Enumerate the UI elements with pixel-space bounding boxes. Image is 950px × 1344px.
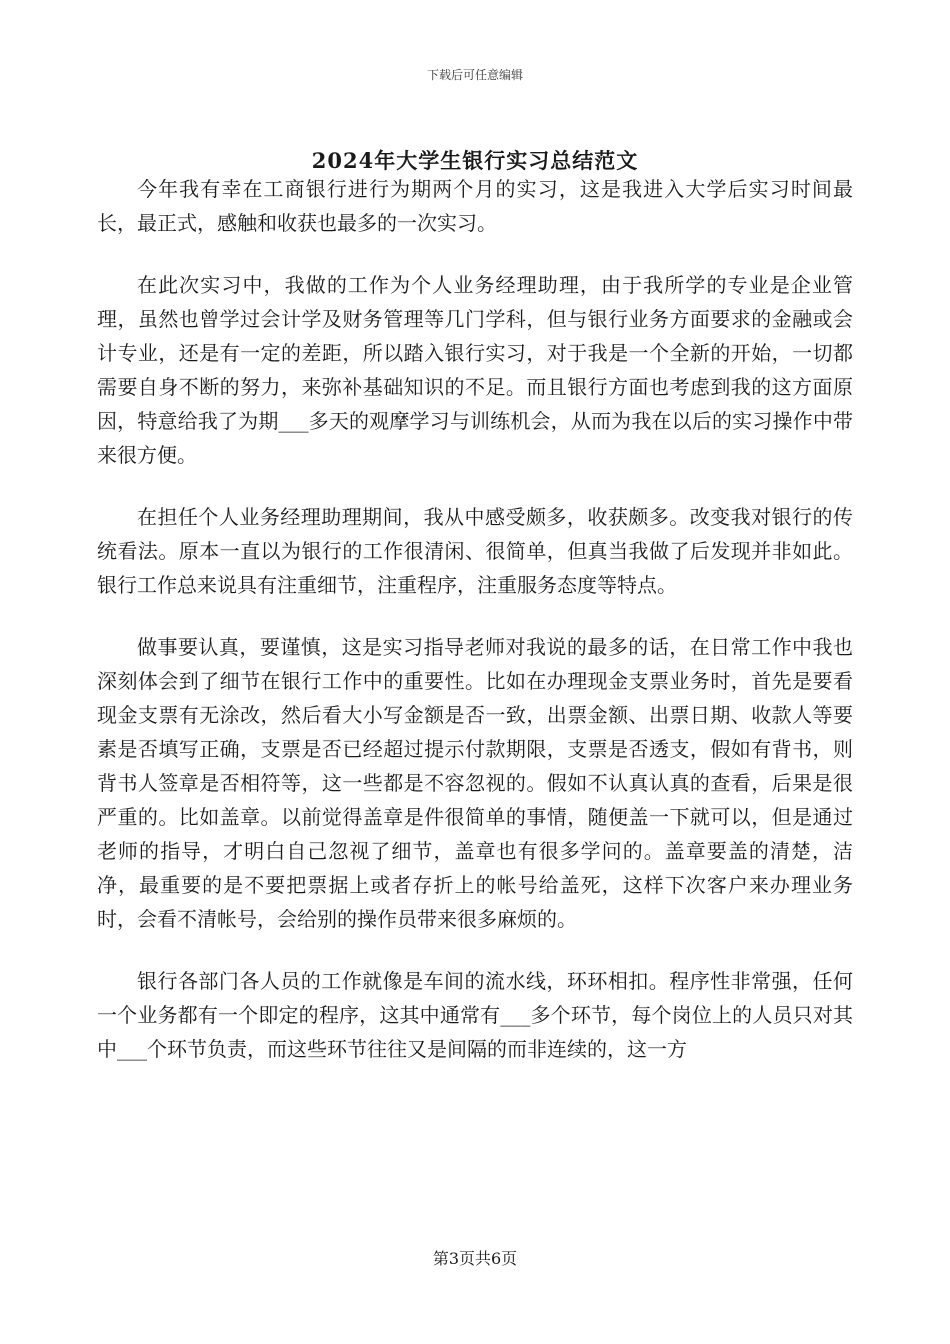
paragraph: 银行各部门各人员的工作就像是车间的流水线，环环相扣。程序性非常强，任何一个业务都有一个即定的程序，这其中通常有___多个环节，每个岗位上的人员只对其中___个环节负责，而这些环节往往又是间隔的而非连续的，这一方 bbox=[97, 969, 853, 1061]
header-note: 下载后可任意编辑 bbox=[426, 68, 523, 82]
document-title: 2024年大学生银行实习总结范文 bbox=[311, 148, 639, 173]
page-number: 第3页共6页 bbox=[432, 1249, 518, 1268]
document-body bbox=[97, 172, 853, 1066]
paragraph: 在此次实习中，我做的工作为个人业务经理助理，由于我所学的专业是企业管理，虽然也曾学过会计学及财务管理等几门学科，但与银行业务方面要求的金融或会计专业，还是有一定的差距，所以踏入银行实习，对于我是一个全新的开始，一切都需要自身不断的努力，来弥补基础知识的不足。而且银行方面也考虑到我的这方面原因，特意给我了为期___多天的观摩学习与训练机会，从而为我在以后的实习操作中带来很方便。 bbox=[97, 273, 853, 467]
paragraph: 在担任个人业务经理助理期间，我从中感受颇多，收获颇多。改变我对银行的传统看法。原本一直以为银行的工作很清闲、很简单，但真当我做了后发现并非如此。银行工作总来说具有注重细节，注重程序，注重服务态度等特点。 bbox=[97, 505, 853, 597]
paragraph: 今年我有幸在工商银行进行为期两个月的实习，这是我进入大学后实习时间最长，最正式，感触和收获也最多的一次实习。 bbox=[97, 177, 853, 235]
paragraph: 做事要认真，要谨慎，这是实习指导老师对我说的最多的话，在日常工作中我也深刻体会到了细节在银行工作中的重要性。比如在办理现金支票业务时，首先是要看现金支票有无涂改，然后看大小写金额是否一致，出票金额、出票日期、收款人等要素是否填写正确，支票是否已经超过提示付款期限，支票是否透支，假如有背书，则背书人签章是否相符等，这一些都是不容忽视的。假如不认真认真的查看，后果是很严重的。比如盖章。以前觉得盖章是件很简单的事情，随便盖一下就可以，但是通过老师的指导，才明白自己忽视了细节，盖章也有很多学问的。盖章要盖的清楚，洁净，最重要的是不要把票据上或者存折上的帐号给盖死，这样下次客户来办理业务时，会看不清帐号，会给别的操作员带来很多麻烦的。 bbox=[97, 635, 853, 931]
